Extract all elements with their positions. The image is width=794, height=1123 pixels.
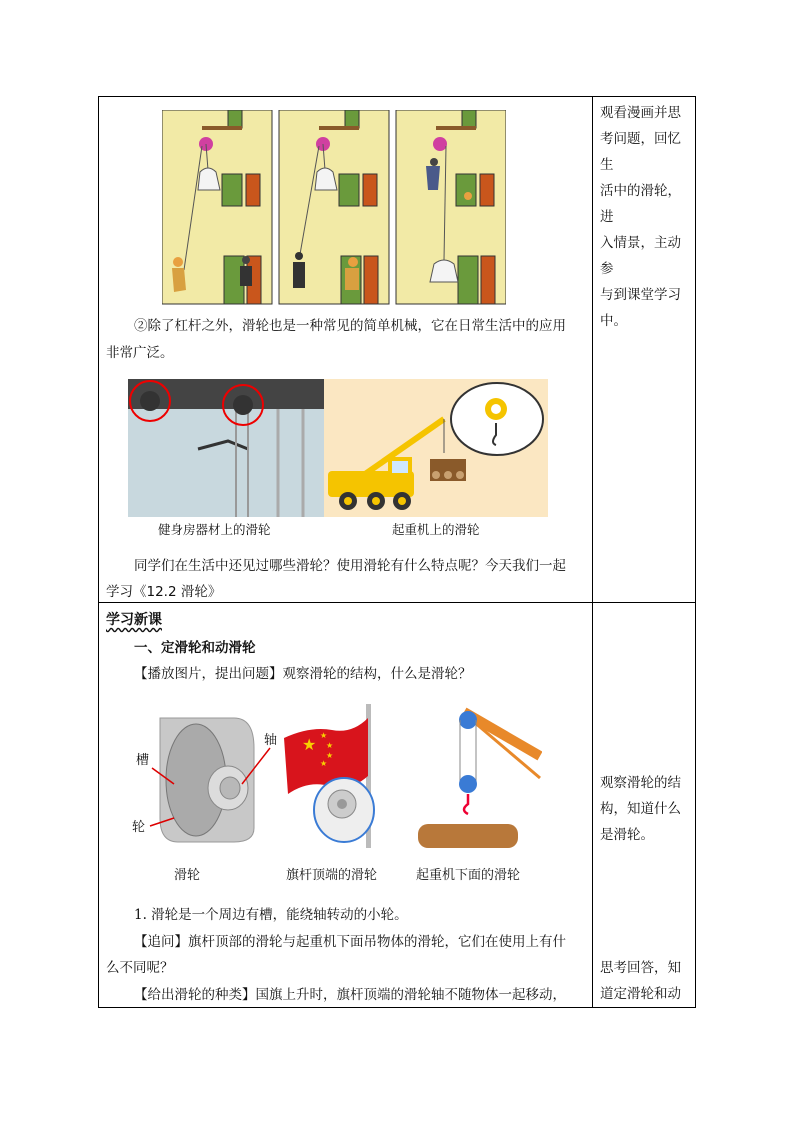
section-heading: 学习新课	[106, 612, 162, 628]
side-note-line: 中。	[600, 313, 627, 329]
pulley-photo	[130, 708, 280, 848]
followup-line2: 么不同呢？	[106, 960, 174, 976]
types-line: 【给出滑轮的种类】国旗上升时，旗杆顶端的滑轮轴不随物体一起移动，	[134, 987, 566, 1003]
side-note-answer	[600, 955, 690, 1007]
crane-hook-illustration	[414, 706, 542, 848]
pulley-comic-strip	[162, 110, 506, 306]
table-border-left	[98, 96, 99, 1008]
side-note-line: 道定滑轮和动	[600, 986, 681, 1002]
caption-gym-pulley: 健身房器材上的滑轮	[158, 522, 271, 537]
intro-paragraph-line1: ②除了杠杆之外，滑轮也是一种常见的简单机械，它在日常生活中的应用	[134, 318, 566, 334]
caption-flagpole-pulley: 旗杆顶端的滑轮	[286, 868, 378, 883]
column-divider	[592, 96, 593, 1008]
question-line1: 同学们在生活中还见过哪些滑轮？使用滑轮有什么特点呢？今天我们一起	[134, 558, 566, 574]
side-note-line: 观察滑轮的结	[600, 775, 681, 791]
question-line2: 学习《12.2 滑轮》	[106, 584, 222, 600]
side-note-line: 观看漫画并思	[600, 105, 681, 121]
svg-text:★: ★	[326, 741, 334, 750]
intro-paragraph-line2: 非常广泛。	[106, 345, 174, 361]
side-note-line: 与到课堂学习	[600, 287, 681, 303]
comic-panel-1	[162, 110, 272, 304]
svg-text:★: ★	[326, 751, 334, 760]
side-note-line: 入情景，主动参	[600, 235, 681, 277]
followup-line1: 【追问】旗杆顶部的滑轮与起重机下面吊物体的滑轮，它们在使用上有什	[134, 934, 566, 950]
table-border-right	[695, 96, 696, 1008]
flagpole-pulley-photo	[280, 700, 392, 850]
side-note-line: 活中的滑轮，进	[600, 183, 681, 225]
svg-text:★: ★	[320, 731, 328, 740]
comic-panel-3	[396, 110, 506, 304]
table-border-top	[98, 96, 696, 97]
svg-text:★: ★	[320, 759, 328, 768]
row-divider	[98, 602, 696, 603]
side-note-line: 思考回答，知	[600, 960, 681, 976]
comic-panel-2	[279, 110, 389, 304]
prompt-text: 【播放图片，提出问题】观察滑轮的结构，什么是滑轮？	[134, 666, 472, 682]
definition-text: 1. 滑轮是一个周边有槽，能绕轴转动的小轮。	[134, 907, 408, 923]
svg-text:★: ★	[302, 735, 317, 754]
gym-equipment-photo	[128, 379, 324, 517]
side-note-intro	[600, 100, 690, 334]
side-note-line: 考问题，回忆生	[600, 131, 681, 173]
caption-pulley: 滑轮	[174, 868, 201, 883]
label-axle: 轴	[264, 733, 278, 748]
caption-crane-lower-pulley: 起重机下面的滑轮	[416, 868, 521, 883]
side-note-structure	[600, 770, 690, 848]
subheading: 一、定滑轮和动滑轮	[134, 640, 256, 656]
caption-crane-pulley: 起重机上的滑轮	[392, 522, 480, 537]
side-note-line: 是滑轮。	[600, 827, 654, 843]
label-wheel: 轮	[132, 820, 146, 835]
crane-truck-illustration	[324, 379, 548, 517]
side-note-line: 构，知道什么	[600, 801, 681, 817]
label-groove: 槽	[136, 753, 150, 768]
table-border-bottom	[98, 1007, 696, 1008]
